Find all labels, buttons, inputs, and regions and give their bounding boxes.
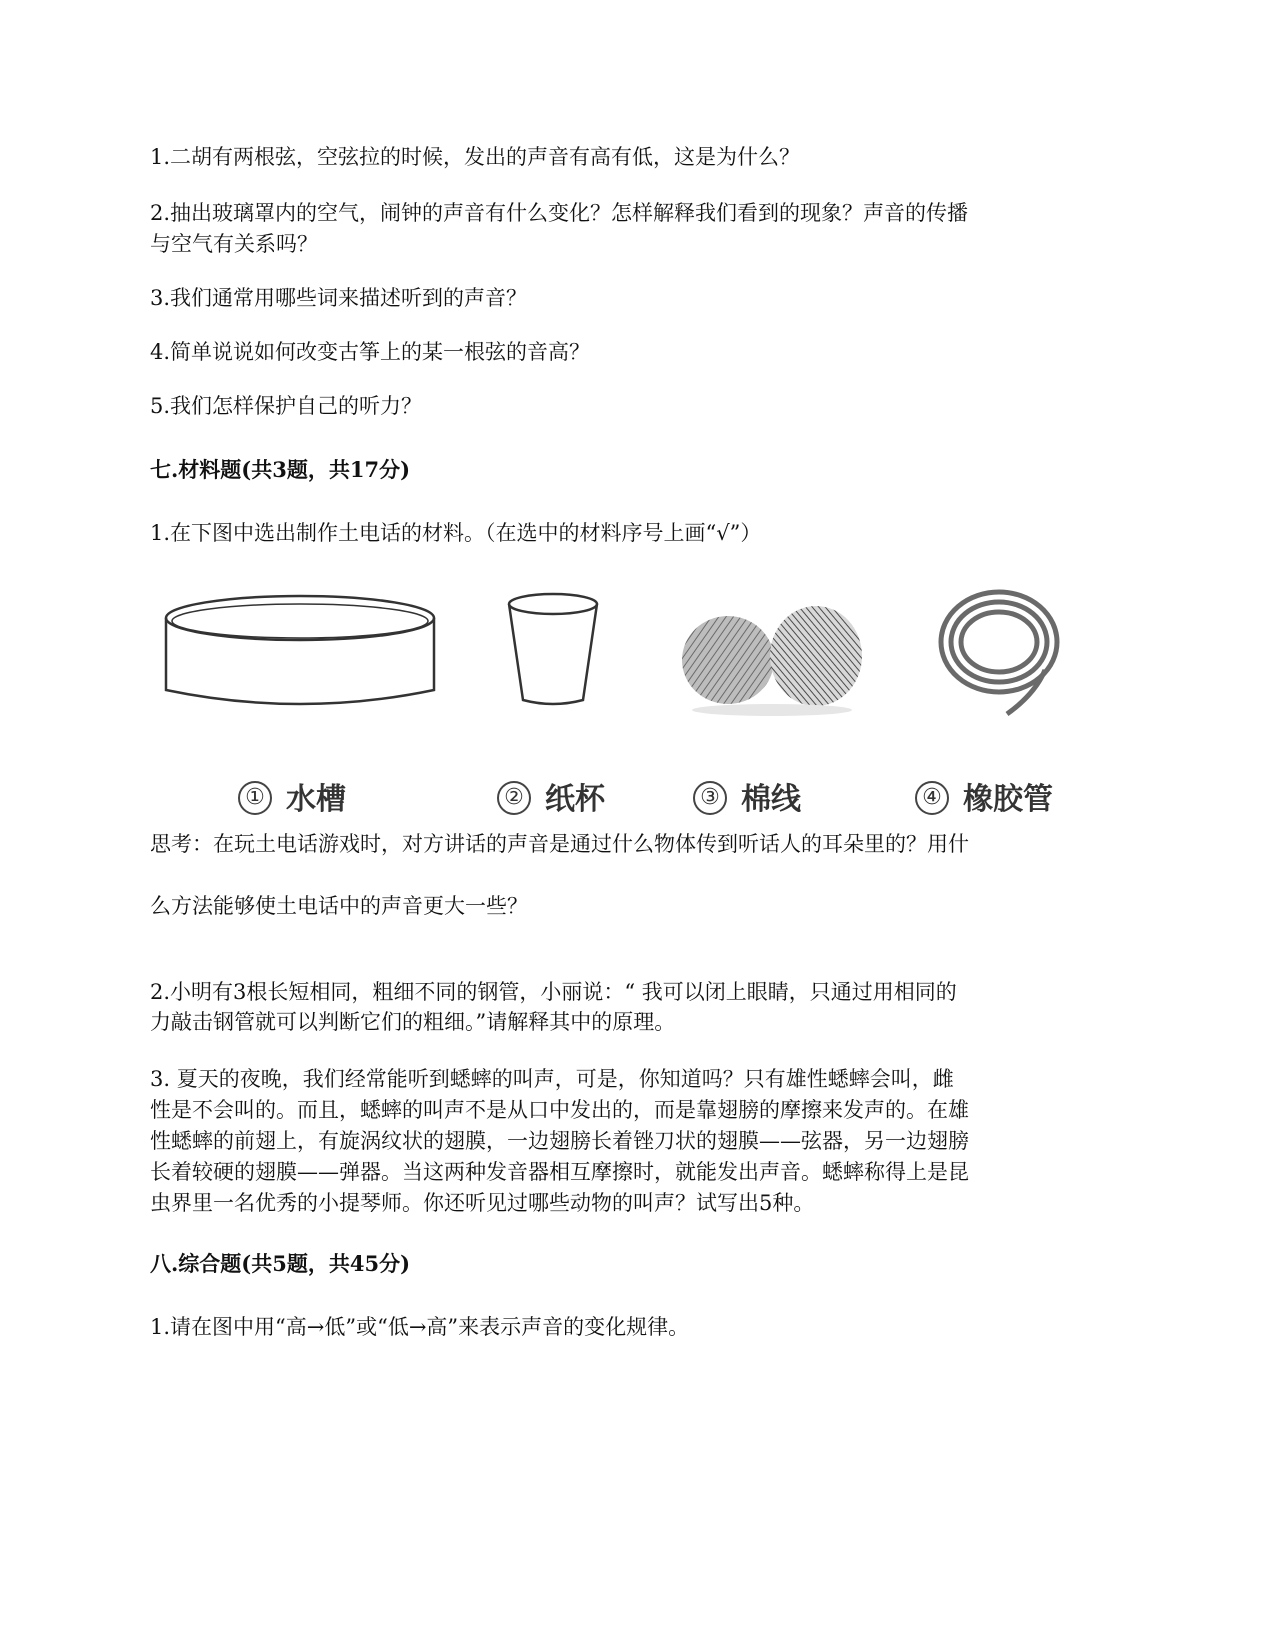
- materials-figure: [160, 598, 1120, 828]
- section8-heading: 八.综合题(共5题，共45分): [150, 1251, 411, 1276]
- material-label-2[interactable]: [497, 774, 605, 818]
- material-label-1[interactable]: [238, 774, 346, 818]
- section7-question2-line2: 力敲击钢管就可以判断它们的粗细。”请解释其中的原理。: [150, 1010, 676, 1034]
- material-name-2: 纸杯: [545, 782, 605, 817]
- material-label-4[interactable]: [915, 774, 1053, 818]
- question-protect-hearing: 5.我们怎样保护自己的听力？: [150, 394, 423, 418]
- cotton-thread-icon: [680, 598, 865, 718]
- think-line2: 么方法能够使土电话中的声音更大一些？: [150, 894, 528, 918]
- section7-question3-line5: 虫界里一名优秀的小提琴师。你还听见过哪些动物的叫声？试写出5种。: [150, 1191, 815, 1215]
- question-guzheng: 4.简单说说如何改变古筝上的某一根弦的音高？: [150, 340, 591, 364]
- think-line1: 思考：在玩土电话游戏时，对方讲话的声音是通过什么物体传到听话人的耳朵里的？用什: [150, 832, 969, 856]
- section7-question3-line1: 3. 夏天的夜晚，我们经常能听到蟋蟀的叫声，可是，你知道吗？只有雄性蟋蟀会叫，雌: [150, 1067, 954, 1091]
- section7-question2-line1: 2.小明有3根长短相同，粗细不同的钢管，小丽说：“ 我可以闭上眼睛，只通过用相同的: [150, 980, 957, 1004]
- question-erhu: 1.二胡有两根弦，空弦拉的时候，发出的声音有高有低，这是为什么？: [150, 145, 801, 169]
- material-name-4: 橡胶管: [963, 782, 1053, 817]
- material-number-1[interactable]: ①: [238, 781, 272, 815]
- material-name-1: 水槽: [286, 782, 346, 817]
- rubber-tube-icon: [935, 586, 1070, 721]
- section7-heading: 七.材料题(共3题，共17分): [150, 457, 411, 482]
- question-vacuum-line2: 与空气有关系吗？: [150, 232, 318, 256]
- material-number-4[interactable]: ④: [915, 781, 949, 815]
- material-label-3[interactable]: [693, 774, 801, 818]
- material-name-3: 棉线: [741, 782, 801, 817]
- section7-question3-line4: 长着较硬的翅膜——弹器。当这两种发音器相互摩擦时，就能发出声音。蟋蟀称得上是昆: [150, 1160, 969, 1184]
- paper-cup-icon: [505, 592, 605, 712]
- question-vacuum-line1: 2.抽出玻璃罩内的空气，闹钟的声音有什么变化？怎样解释我们看到的现象？声音的传播: [150, 201, 969, 225]
- water-tank-icon: [160, 590, 440, 720]
- question-describe-sound: 3.我们通常用哪些词来描述听到的声音？: [150, 286, 528, 310]
- section7-question3-line2: 性是不会叫的。而且，蟋蟀的叫声不是从口中发出的，而是靠翅膀的摩擦来发声的。在雄: [150, 1098, 969, 1122]
- section7-question1: 1.在下图中选出制作土电话的材料。（在选中的材料序号上画“√”）: [150, 521, 762, 545]
- material-number-3[interactable]: ③: [693, 781, 727, 815]
- material-number-2[interactable]: ②: [497, 781, 531, 815]
- section7-question3-line3: 性蟋蟀的前翅上，有旋涡纹状的翅膜，一边翅膀长着锉刀状的翅膜——弦器，另一边翅膀: [150, 1129, 969, 1153]
- section8-question1: 1.请在图中用“高→低”或“低→高”来表示声音的变化规律。: [150, 1315, 690, 1339]
